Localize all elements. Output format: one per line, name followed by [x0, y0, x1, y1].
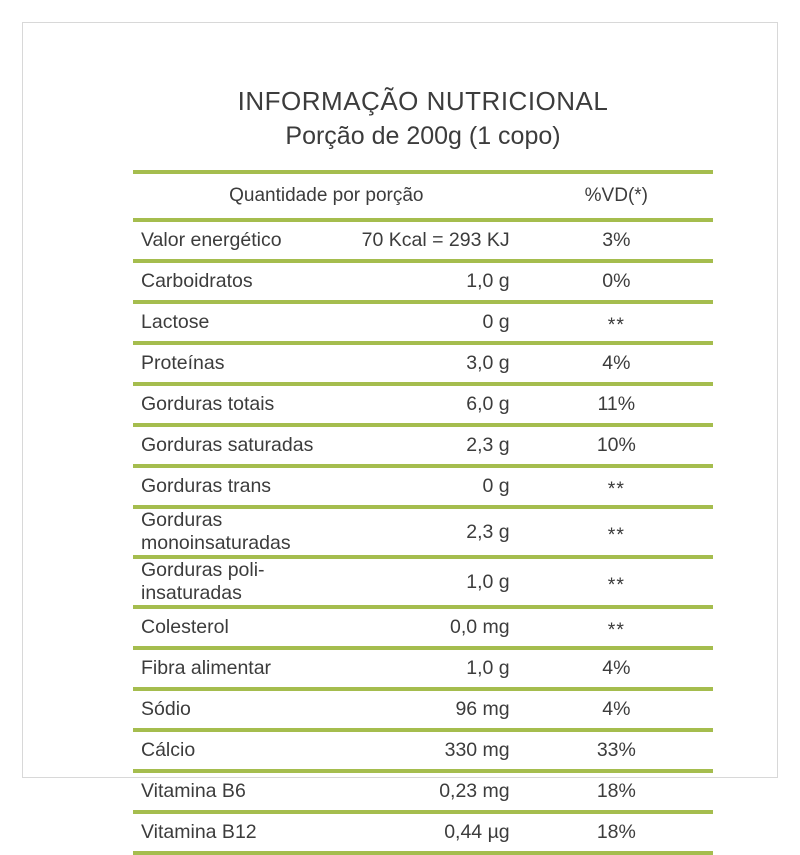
table-row: [133, 609, 713, 646]
nutrition-table: [133, 170, 713, 855]
table-row: [133, 650, 713, 687]
nutrient-vd: **: [607, 523, 625, 546]
table-row: [133, 732, 713, 769]
nutrient-value: 70 Kcal = 293 KJ: [361, 229, 510, 251]
table-row: [133, 468, 713, 505]
nutrient-value: 0 g: [482, 311, 510, 333]
table-row: [133, 509, 713, 555]
table-row: [133, 691, 713, 728]
nutrition-table-body: [133, 170, 713, 855]
nutrient-vd: 33%: [596, 739, 636, 761]
serving-size-text: Porção de 200g (1 copo): [285, 121, 561, 150]
nutrient-name: Vitamina B12: [141, 821, 257, 843]
table-row: [133, 386, 713, 423]
rule-line: [133, 851, 713, 855]
nutrient-vd: 4%: [602, 352, 631, 374]
rule-cell: [133, 851, 713, 855]
table-rule: [133, 851, 713, 855]
nutrient-vd: 0%: [602, 270, 631, 292]
table-row: [133, 427, 713, 464]
nutrient-value: 96 mg: [455, 698, 510, 720]
label-frame: [22, 22, 778, 843]
nutrient-vd: 4%: [602, 698, 631, 720]
nutrient-name: Sódio: [141, 698, 191, 720]
nutrient-value: 0,44 µg: [444, 821, 510, 843]
table-row: [133, 304, 713, 341]
nutrient-vd: 18%: [596, 780, 636, 802]
label-title-block: [133, 85, 713, 152]
nutrient-vd: 4%: [602, 657, 631, 679]
nutrient-value: 2,3 g: [466, 520, 510, 543]
nutrient-name: Colesterol: [141, 616, 229, 638]
nutrient-vd: 10%: [596, 434, 636, 456]
nutrient-name: Cálcio: [141, 739, 196, 761]
nutrient-vd: 11%: [597, 393, 636, 415]
nutrient-vd: **: [607, 573, 625, 596]
table-row: [133, 222, 713, 259]
nutrient-value: 1,0 g: [466, 270, 510, 292]
nutrient-name: Gorduras totais: [141, 393, 275, 415]
nutrient-name: Gorduras poli-insaturadas: [141, 559, 265, 604]
nutrient-name: Gorduras monoinsaturadas: [141, 509, 291, 554]
nutrient-vd: **: [607, 619, 625, 641]
table-row: [133, 345, 713, 382]
nutrient-name: Carboidratos: [141, 270, 253, 292]
nutrient-value: 0,0 mg: [450, 616, 510, 638]
nutrient-name: Gorduras trans: [141, 475, 272, 497]
nutrient-name: Fibra alimentar: [141, 657, 272, 679]
nutrient-vd: **: [607, 478, 625, 500]
nutrient-value: 6,0 g: [466, 393, 510, 415]
column-header-amount: Quantidade por porção: [229, 185, 424, 206]
nutrient-vd: **: [607, 314, 625, 336]
nutrient-value: 0 g: [482, 475, 510, 497]
nutrient-value: 2,3 g: [466, 434, 510, 456]
nutrient-value: 1,0 g: [466, 657, 510, 679]
nutrient-name: Proteínas: [141, 352, 225, 374]
nutrient-name: Valor energético: [141, 229, 282, 251]
nutrition-label: [133, 85, 713, 855]
table-row: [133, 263, 713, 300]
table-header-row: [133, 174, 713, 218]
nutrient-value: 3,0 g: [466, 352, 510, 374]
nutrient-name: Gorduras saturadas: [141, 434, 314, 456]
nutrient-vd: 3%: [602, 229, 631, 251]
page-title: INFORMAÇÃO NUTRICIONAL: [237, 86, 609, 116]
nutrient-value: 330 mg: [444, 739, 510, 761]
nutrient-name: Vitamina B6: [141, 780, 246, 802]
nutrient-vd: 18%: [596, 821, 636, 843]
table-row: [133, 814, 713, 851]
table-row: [133, 773, 713, 810]
nutrient-value: 1,0 g: [466, 570, 510, 593]
table-row: [133, 559, 713, 605]
column-header-vd: %VD(*): [584, 185, 648, 206]
nutrient-value: 0,23 mg: [439, 780, 510, 802]
nutrient-name: Lactose: [141, 311, 210, 333]
